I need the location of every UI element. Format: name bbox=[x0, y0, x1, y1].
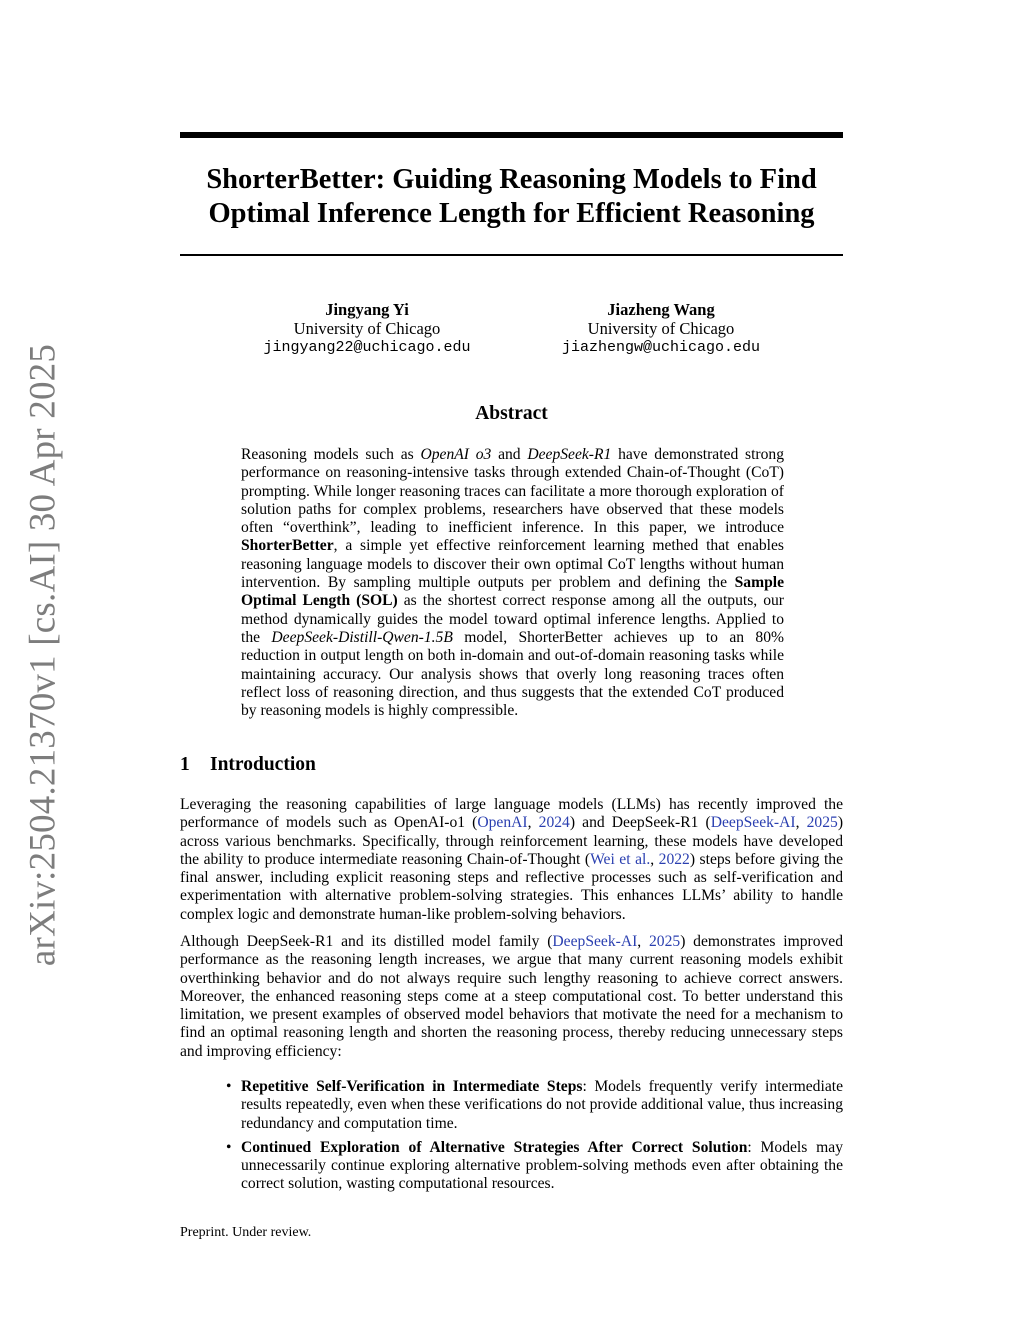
model-name: OpenAI o3 bbox=[420, 446, 492, 463]
text-span: , bbox=[795, 814, 807, 832]
abstract-span: Reasoning models such as bbox=[241, 446, 421, 463]
text-span: ) demonstrates improved performance as the reasoning length increases, we argue that many current reasoning models exhibit overthinking behavior and do not always require such lengthy reasoning to achieve correct answers. Moreover, the enhanced reasoning steps come at a steep computational cost. To better understand this limitation, we present examples of observed model behaviors that motivate the need for a mechanism to find an optimal reasoning length and shorten the reasoning process, thereby reducing unnecessary steps and improving efficiency: bbox=[180, 933, 844, 1060]
model-name: DeepSeek-R1 bbox=[527, 446, 612, 463]
abstract-span: , a simple yet effective reinforcement learning methed that enables reasoning language models to discover their own optimal CoT lengths without human intervention. By sampling multiple outputs per problem and defining the bbox=[241, 537, 784, 592]
list-item bbox=[180, 1139, 843, 1194]
author-email[interactable]: jiazhengw@uchicago.edu bbox=[561, 339, 761, 356]
sol-term: Sample Optimal Length (SOL) bbox=[241, 574, 784, 610]
citation-year-link[interactable]: 2024 bbox=[538, 814, 570, 832]
title-line-1: ShorterBetter: Guiding Reasoning Models to Find bbox=[206, 164, 817, 195]
abstract-heading: Abstract bbox=[475, 403, 548, 424]
abstract-text bbox=[241, 446, 784, 720]
author-block-1 bbox=[217, 300, 517, 357]
bullet-icon: • bbox=[226, 1138, 232, 1156]
citation-link[interactable]: DeepSeek-AI bbox=[710, 814, 796, 832]
intro-paragraph-1 bbox=[180, 796, 843, 924]
abstract-span: have demonstrated strong performance on reasoning-intensive tasks through extended Chain-of-Thought (CoT) prompting. While longer reasoning traces can facilitate a more thorough exploration of solution paths for complex problems, researchers have observed that these models often “overthink”, leading to inefficient inference. In this paper, we introduce bbox=[241, 446, 785, 537]
text-span: ) across various benchmarks. Specifically, through reinforcement learning, these models have developed the ability to produce intermediate reasoning Chain-of-Thought ( bbox=[180, 814, 844, 868]
author-affiliation: University of Chicago bbox=[587, 319, 735, 338]
list-item-text: : Models frequently verify intermediate results repeatedly, even when these verifications do not provide additional value, thus increasing redundancy and computation time. bbox=[241, 1078, 843, 1132]
citation-link[interactable]: DeepSeek-AI bbox=[552, 933, 638, 950]
author-block-2 bbox=[511, 300, 811, 357]
text-span: , bbox=[650, 850, 659, 868]
arxiv-identifier-text: arXiv:2504.21370v1 [cs.AI] 30 Apr 2025 bbox=[22, 343, 64, 967]
text-span: Although DeepSeek-R1 and its distilled model family ( bbox=[180, 933, 553, 950]
author-affiliation: University of Chicago bbox=[293, 319, 441, 338]
paper-title bbox=[180, 163, 843, 231]
list-item-lead: Repetitive Self-Verification in Intermediate Steps bbox=[241, 1078, 583, 1095]
behavior-list bbox=[180, 1078, 843, 1200]
text-span: , bbox=[637, 933, 649, 950]
title-top-rule bbox=[180, 132, 843, 138]
abstract-span: model, ShorterBetter achieves up to an 80% reduction in output length on both in-domain and out-of-domain reasoning tasks while maintaining accuracy. Our analysis shows that overly long reasoning traces often reflect loss of reasoning direction, and thus suggests that the extended CoT produced by reasoning models is highly compressible. bbox=[241, 628, 784, 720]
section-number: 1 bbox=[180, 754, 190, 775]
model-name: DeepSeek-Distill-Qwen-1.5B bbox=[271, 628, 453, 646]
intro-paragraph-2 bbox=[180, 933, 843, 1061]
author-email[interactable]: jingyang22@uchicago.edu bbox=[263, 339, 471, 356]
title-line-2: Optimal Inference Length for Efficient Reasoning bbox=[208, 198, 815, 229]
citation-link[interactable]: OpenAI bbox=[477, 814, 528, 832]
title-bottom-rule bbox=[180, 254, 843, 256]
list-item-lead: Continued Exploration of Alternative Strategies After Correct Solution bbox=[241, 1138, 748, 1156]
citation-year-link[interactable]: 2022 bbox=[658, 850, 690, 868]
text-span: , bbox=[527, 814, 539, 832]
citation-year-link[interactable]: 2025 bbox=[649, 933, 681, 950]
list-item-text: : Models may unnecessarily continue exploring alternative problem-solving methods even after obtaining the correct solution, wasting computational resources. bbox=[241, 1138, 843, 1193]
section-heading bbox=[180, 754, 316, 776]
abstract-span: and bbox=[491, 446, 528, 463]
citation-year-link[interactable]: 2025 bbox=[806, 814, 838, 832]
author-name: Jiazheng Wang bbox=[607, 300, 715, 319]
list-item bbox=[180, 1078, 843, 1133]
text-span: ) and DeepSeek-R1 ( bbox=[569, 814, 711, 832]
author-name: Jingyang Yi bbox=[325, 300, 409, 319]
bullet-icon: • bbox=[226, 1078, 232, 1095]
text-span: Leveraging the reasoning capabilities of large language models (LLMs) has recently improved the performance of models such as OpenAI-o1 ( bbox=[180, 796, 843, 832]
footer-note: Preprint. Under review. bbox=[180, 1225, 312, 1240]
citation-link[interactable]: Wei et al. bbox=[590, 850, 651, 868]
abstract-span: as the shortest correct response among all the outputs, our method dynamically guides the model toward optimal inference lengths. Applied to the bbox=[241, 592, 784, 646]
method-name: ShorterBetter bbox=[241, 537, 334, 555]
section-title: Introduction bbox=[210, 754, 316, 775]
text-span: ) steps before giving the final answer, including explicit reasoning steps and reflective processes such as self-verification and experimentation with alternative problem-solving strategies. This enhances LLMs’ ability to handle complex logic and demonstrate human-like problem-solving behaviors. bbox=[180, 850, 844, 923]
